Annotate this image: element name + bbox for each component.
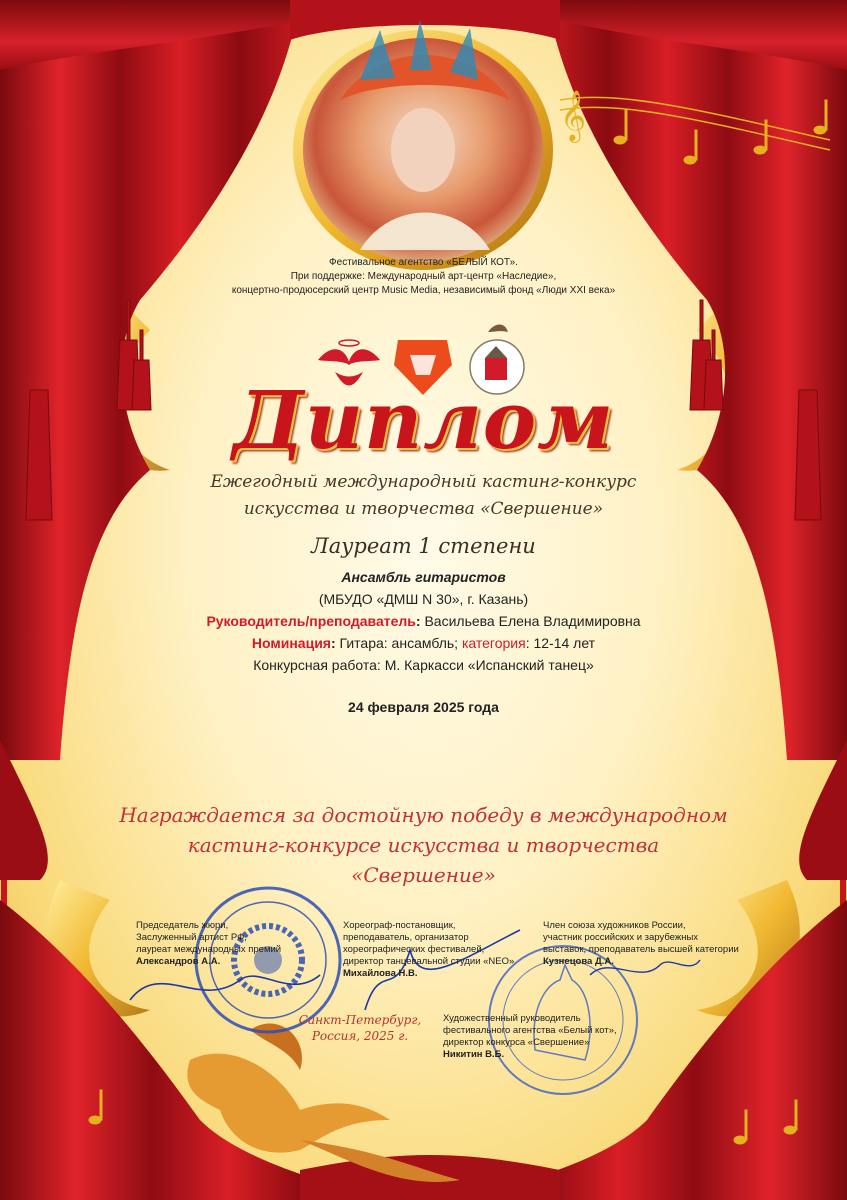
signature-block-chair bbox=[136, 920, 306, 968]
laureate-degree: Лауреат 1 степени bbox=[311, 534, 536, 558]
director-name: Никитин В.Б. bbox=[443, 1049, 505, 1060]
award-line-2: кастинг-конкурсе искусства и творчества bbox=[187, 833, 660, 857]
signature-block-artist bbox=[543, 920, 773, 968]
city-line-1: Санкт-Петербург, bbox=[298, 1013, 422, 1027]
artist-line-3: выставок, преподаватель высшей категории bbox=[543, 944, 739, 955]
teacher-label: Руководитель/преподаватель bbox=[206, 613, 416, 629]
city-year bbox=[290, 1012, 430, 1044]
choreographer-line-4: директор танцевальной студии «NEO» bbox=[343, 956, 515, 967]
participant-name: Ансамбль гитаристов bbox=[341, 569, 506, 585]
organizer-line-3: концертно-продюсерский центр Music Media, независимый фонд «Люди XXI века» bbox=[231, 285, 616, 296]
nomination-line bbox=[150, 633, 697, 653]
chair-line-1: Председатель жюри, bbox=[136, 920, 229, 931]
award-date: 24 февраля 2025 года bbox=[348, 699, 499, 715]
teacher-colon: : bbox=[415, 613, 421, 629]
award-line-3: «Свершение» bbox=[351, 863, 496, 887]
competition-work: Конкурсная работа: М. Каркасси «Испанский танец» bbox=[253, 657, 594, 673]
choreographer-line-3: хореографических фестивалей, bbox=[343, 944, 485, 955]
svg-text:𝄞: 𝄞 bbox=[560, 90, 587, 141]
director-line-2: фестивального агентства «Белый кот», bbox=[443, 1025, 617, 1036]
award-line-1: Награждается за достойную победу в международном bbox=[119, 803, 728, 827]
director-line-1: Художественный руководитель bbox=[443, 1013, 581, 1024]
teacher-name: Васильева Елена Владимировна bbox=[420, 613, 641, 629]
signature-block-director bbox=[443, 1013, 643, 1061]
chair-line-3: лауреат международных премий bbox=[136, 944, 282, 955]
organizer-line-1: Фестивальное агентство «БЕЛЫЙ КОТ». bbox=[329, 257, 518, 268]
choreographer-name: Михайлова Н.В. bbox=[343, 968, 418, 979]
category-value: : 12-14 лет bbox=[525, 635, 596, 651]
diploma-title: Диплом bbox=[232, 373, 615, 467]
nomination-label: Номинация bbox=[251, 635, 331, 651]
organizer-block bbox=[200, 256, 647, 298]
award-text bbox=[110, 800, 737, 890]
category-label: категория bbox=[461, 635, 526, 651]
artist-line-2: участник российских и зарубежных bbox=[543, 932, 699, 943]
nomination-colon: : bbox=[330, 635, 336, 651]
contest-name-line-1: Ежегодный международный кастинг-конкурс bbox=[210, 472, 637, 492]
contest-name-line-2: искусства и творчества «Свершение» bbox=[243, 499, 604, 519]
artist-name: Кузнецова Д.А. bbox=[543, 956, 614, 967]
city-line-2: Россия, 2025 г. bbox=[311, 1029, 409, 1043]
choreographer-line-1: Хореограф-постановщик, bbox=[343, 920, 456, 931]
nomination-value: Гитара: ансамбль; bbox=[335, 635, 462, 651]
chair-name: Александров А.А. bbox=[136, 956, 221, 967]
signature-block-choreographer bbox=[343, 920, 523, 980]
participant-institution: (МБУДО «ДМШ N 30», г. Казань) bbox=[318, 591, 529, 607]
teacher-line bbox=[150, 611, 697, 631]
chair-line-2: Заслуженный артист РФ, bbox=[136, 932, 247, 943]
director-line-3: директор конкурса «Свершение» bbox=[443, 1037, 590, 1048]
organizer-line-2: При поддержке: Международный арт-центр «Наследие», bbox=[290, 271, 557, 282]
portrait-image bbox=[293, 20, 553, 270]
contest-name bbox=[150, 469, 697, 523]
choreographer-line-2: преподаватель, организатор bbox=[343, 932, 469, 943]
artist-line-1: Член союза художников России, bbox=[543, 920, 686, 931]
